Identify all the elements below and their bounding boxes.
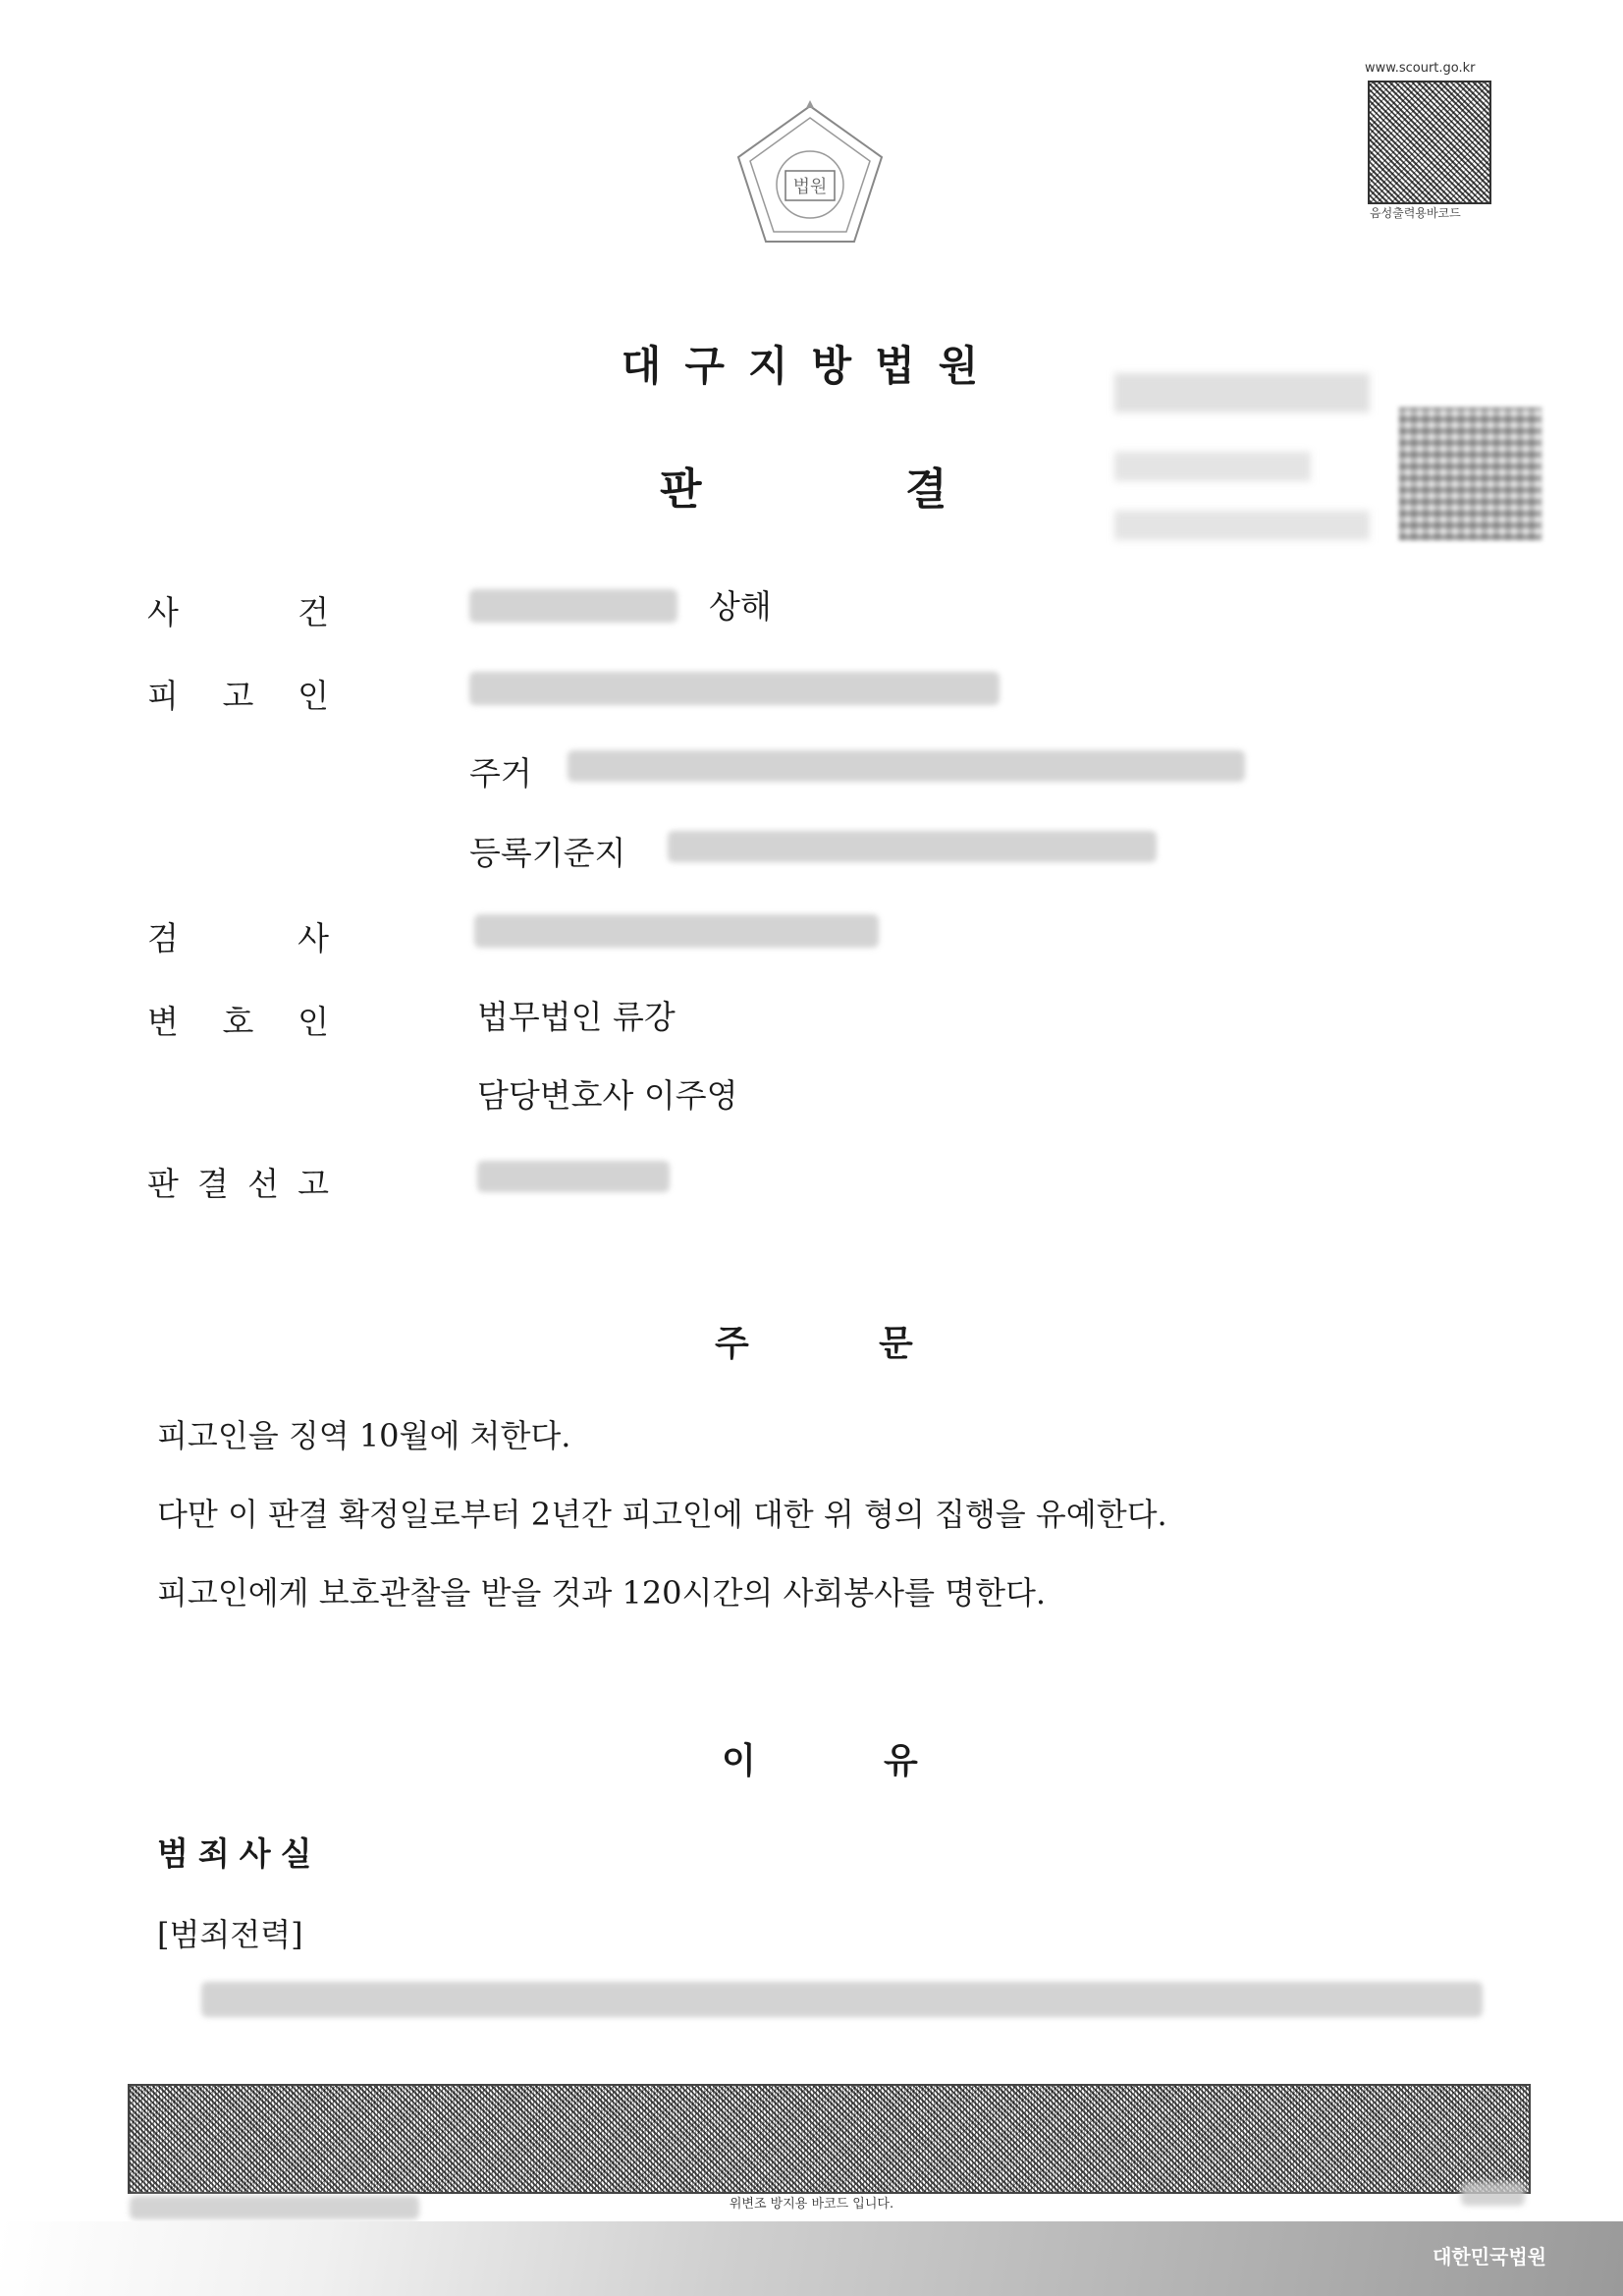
anti-forgery-caption: 위변조 방지용 바코드 입니다. [729,2197,894,2212]
anti-forgery-barcode [128,2084,1531,2194]
case-label: 사 건 [147,593,329,631]
page-number-redacted [1461,2182,1525,2206]
counsel-lawyer: 담당변호사 이주영 [477,1076,738,1115]
footer-court-name: 대한민국법원 [1433,2245,1546,2269]
emblem-text: 법원 [792,177,828,197]
order-line-2: 다만 이 판결 확정일로부터 2년간 피고인에 대한 위 형의 집행을 유예한다. [157,1496,1167,1533]
ruling-date-redacted [477,1161,670,1192]
certified-stamp-code-redacted [1399,408,1542,540]
voice-barcode [1368,81,1491,204]
case-value: 상해 [709,587,772,626]
criminal-record-subsection: [범죄전력] [157,1916,303,1953]
ruling-date-label: 판 결 선 고 [147,1165,329,1203]
court-name: 대구지방법원 [621,342,1002,390]
certified-stamp-redacted [1114,363,1380,550]
doc-title-left: 판 [660,465,702,515]
order-heading-left: 주 [715,1324,749,1364]
site-url[interactable]: www.scourt.go.kr [1365,61,1476,76]
order-line-1: 피고인을 징역 10월에 처한다. [157,1417,571,1454]
reasons-heading-right: 유 [884,1741,918,1781]
order-heading-right: 문 [879,1324,913,1364]
prosecutor-label: 검 사 [147,919,329,957]
address-label: 주거 [469,754,532,793]
order-line-3: 피고인에게 보호관찰을 받을 것과 120시간의 사회봉사를 명한다. [157,1574,1047,1612]
voice-barcode-caption: 음성출력용바코드 [1370,206,1461,220]
address-redacted [568,750,1245,782]
defendant-label: 피 고 인 [147,677,329,715]
case-number-redacted [469,589,677,623]
defendant-redacted [469,672,1000,705]
prosecutor-redacted [474,914,879,948]
doc-title-right: 결 [905,465,947,515]
criminal-record-redacted [201,1982,1483,2017]
counsel-firm: 법무법인 류강 [477,998,676,1036]
footer-band [0,2221,1623,2296]
court-emblem-icon [727,94,893,261]
registry-redacted [668,831,1157,862]
crime-facts-title: 범죄사실 [157,1834,322,1873]
reasons-heading-left: 이 [722,1741,756,1781]
counsel-label: 변 호 인 [147,1003,329,1041]
registry-label: 등록기준지 [469,834,626,872]
